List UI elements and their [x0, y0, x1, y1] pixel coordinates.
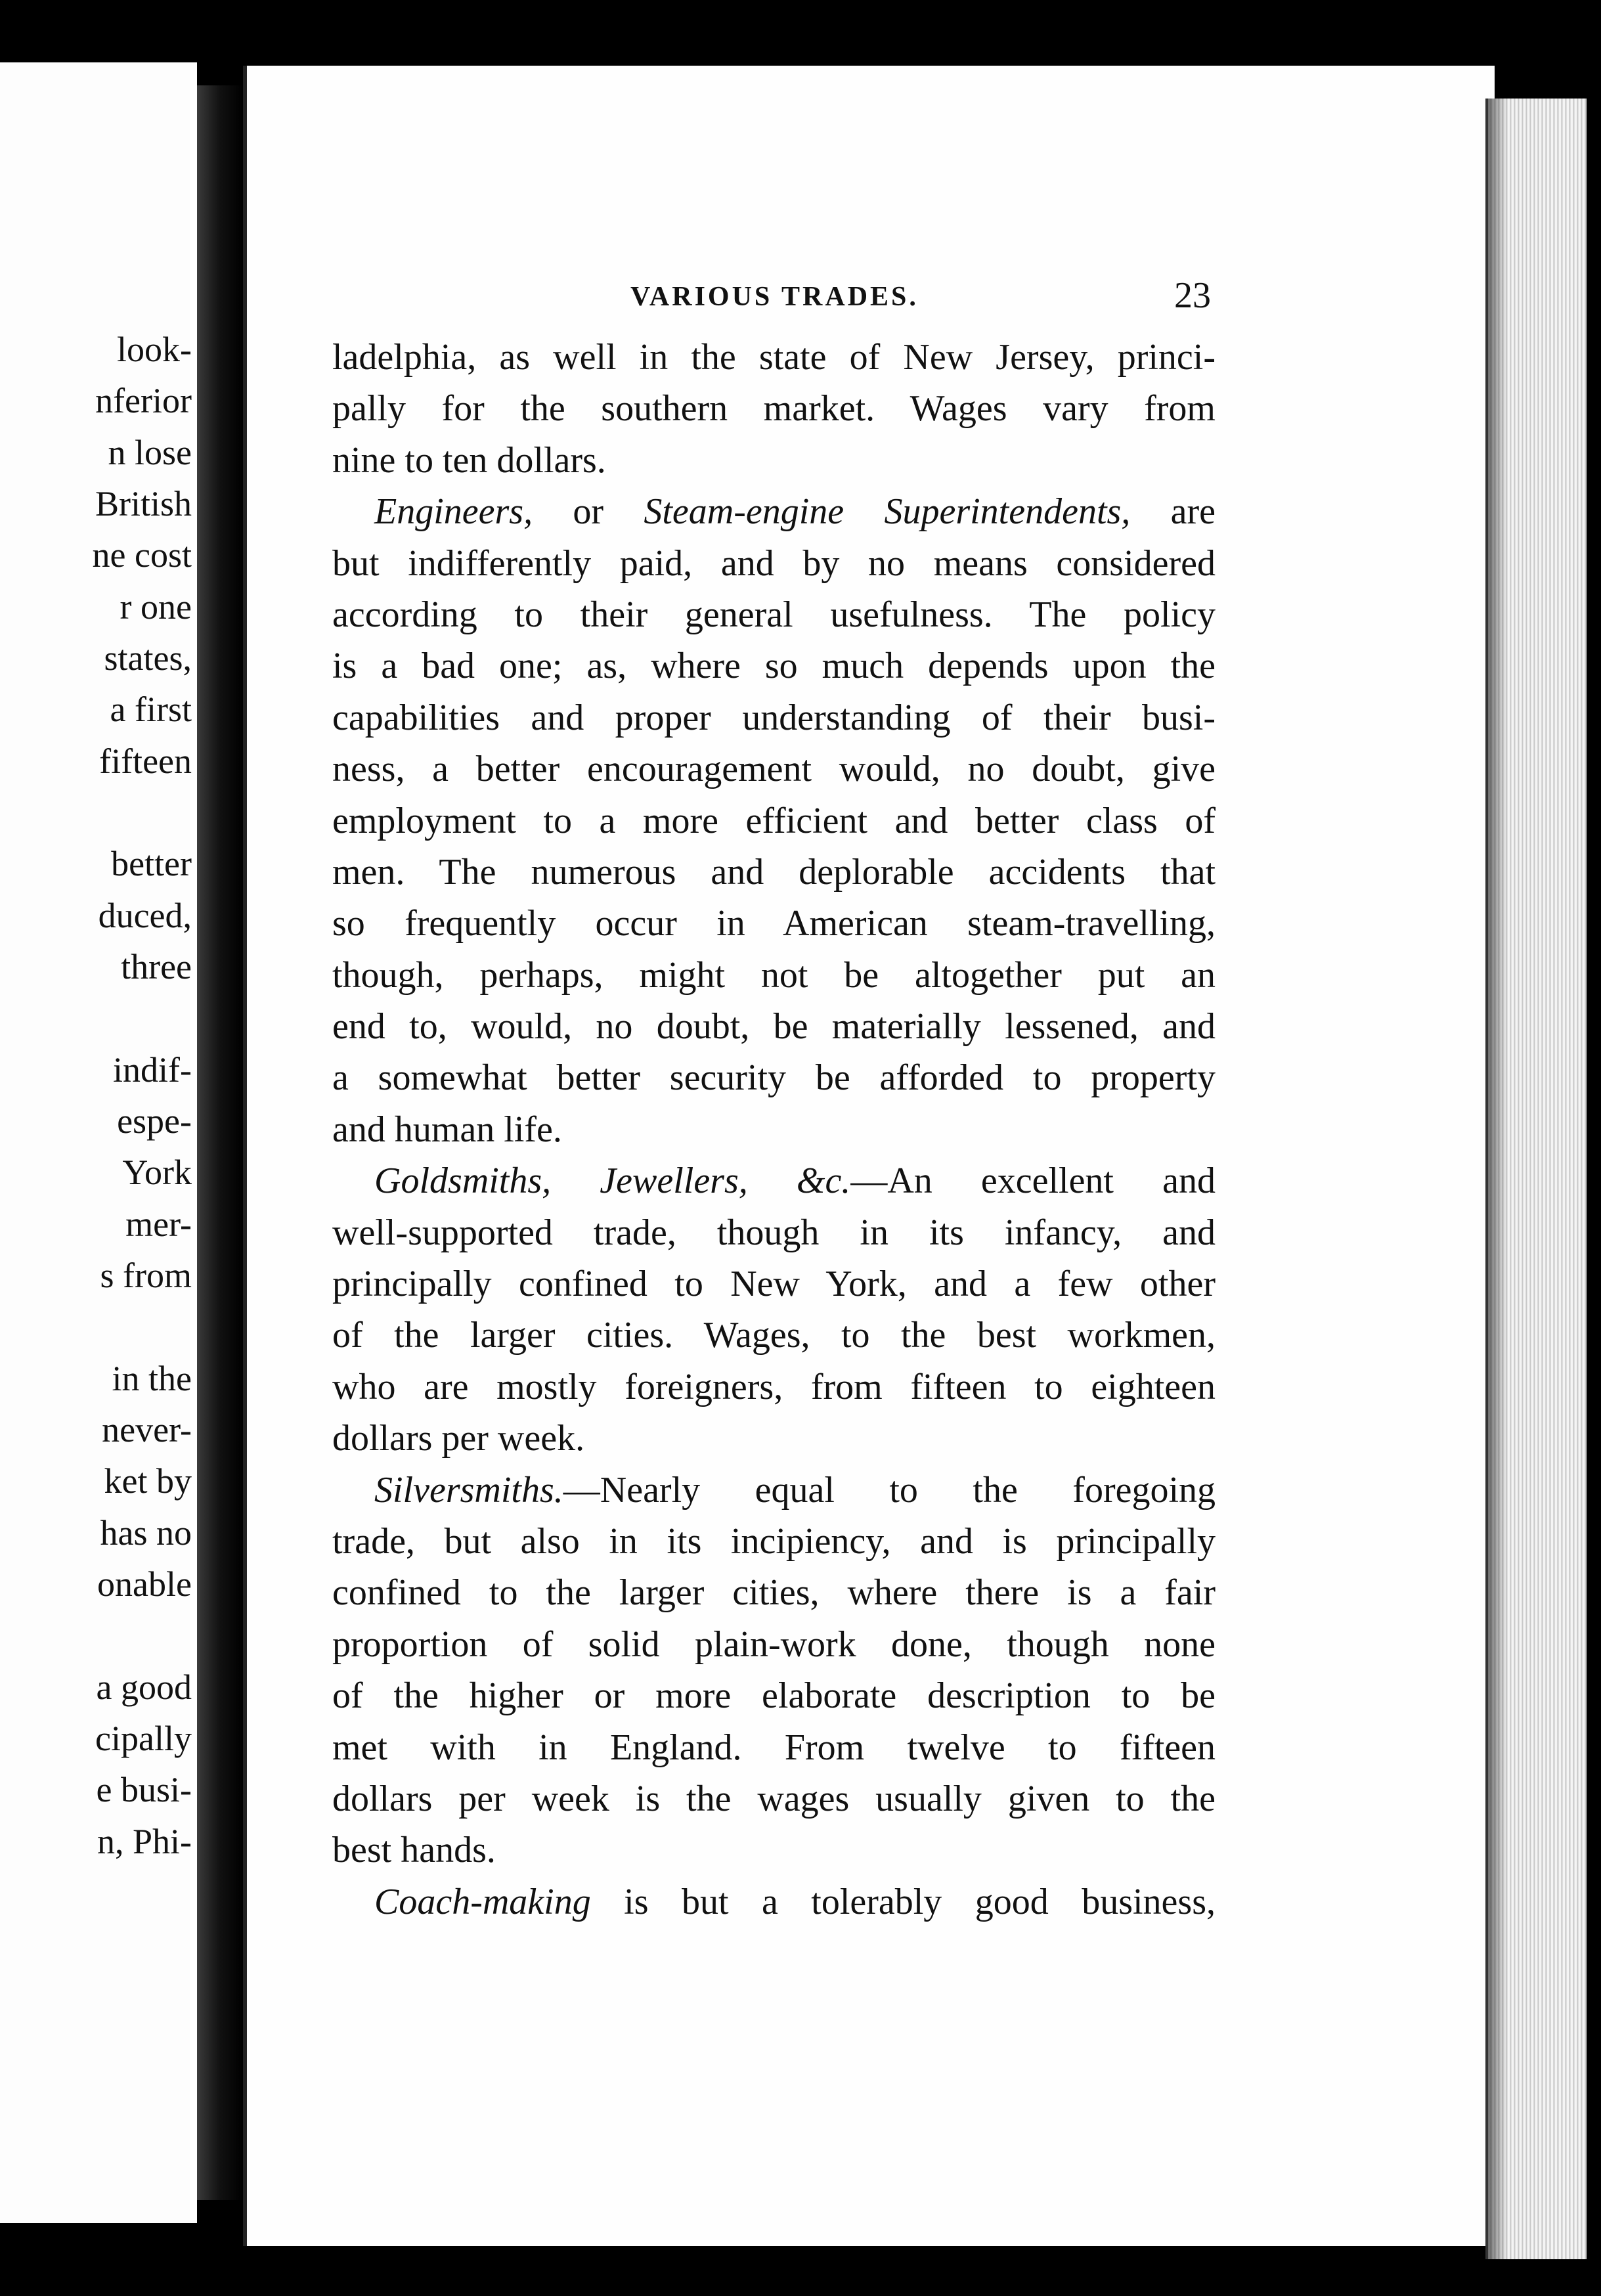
- left-page-line-fragment: never-: [102, 1410, 192, 1449]
- left-facing-page: [0, 62, 197, 2223]
- text-line: end to, would, no doubt, be materially lessened, and: [332, 1006, 1216, 1048]
- text-line: ladelphia, as well in the state of New Jersey, princi-: [332, 337, 1216, 378]
- text-line: nine to ten dollars.: [332, 439, 606, 481]
- book-gutter: [197, 85, 243, 2200]
- left-page-line-fragment: ket by: [104, 1461, 192, 1501]
- text-line: principally confined to New York, and a few other: [332, 1264, 1216, 1305]
- paragraph-start-silversmiths: [332, 1465, 1216, 1516]
- left-page-line-fragment: r one: [120, 587, 192, 627]
- left-page-line-fragment: a good: [96, 1667, 192, 1707]
- text-line: is a bad one; as, where so much depends upon the: [332, 646, 1216, 687]
- running-head: VARIOUS TRADES.: [630, 282, 919, 312]
- left-page-line-fragment: states,: [104, 638, 192, 678]
- italic-term: Silversmiths.: [374, 1469, 563, 1511]
- left-page-line-fragment: York: [122, 1153, 192, 1192]
- text-line: well-supported trade, though in its infancy, and: [332, 1212, 1216, 1253]
- left-page-line-fragment: better: [111, 844, 192, 883]
- text-run: or: [533, 491, 644, 533]
- left-page-line-fragment: in the: [112, 1359, 192, 1398]
- text-line: of the higher or more elaborate description to be: [332, 1675, 1216, 1717]
- text-line: ness, a better encouragement would, no doubt, give: [332, 749, 1216, 790]
- text-line: confined to the larger cities, where there is a fair: [332, 1572, 1216, 1614]
- italic-term: Goldsmiths, Jewellers, &c.: [374, 1160, 851, 1202]
- text-run: —Nearly equal to the foregoing: [563, 1469, 1216, 1511]
- body-text: [332, 332, 1216, 1928]
- left-page-line-fragment: has no: [100, 1513, 192, 1553]
- text-line: of the larger cities. Wages, to the best workmen,: [332, 1315, 1216, 1356]
- left-page-line-fragment: mer-: [125, 1204, 192, 1244]
- left-page-line-fragment: e busi-: [96, 1770, 192, 1809]
- left-page-line-fragment: indif-: [113, 1050, 192, 1090]
- text-line: according to their general usefulness. The policy: [332, 594, 1216, 635]
- text-line: men. The numerous and deplorable accidents that: [332, 851, 1216, 893]
- paragraph-start-goldsmiths: [332, 1155, 1216, 1206]
- text-line: a somewhat better security be afforded to property: [332, 1057, 1216, 1099]
- left-page-line-fragment: n lose: [108, 433, 192, 472]
- left-page-line-fragment: onable: [97, 1564, 192, 1604]
- text-line: met with in England. From twelve to fifteen: [332, 1727, 1216, 1768]
- text-line: pally for the southern market. Wages vary from: [332, 388, 1216, 430]
- text-line: who are mostly foreigners, from fifteen to eighteen: [332, 1366, 1216, 1407]
- left-page-line-fragment: British: [95, 484, 192, 523]
- left-page-line-fragment: three: [121, 947, 192, 986]
- left-page-line-fragment: ne cost: [92, 535, 192, 575]
- text-line: capabilities and proper understanding of their busi-: [332, 697, 1216, 738]
- text-line: dollars per week is the wages usually given to the: [332, 1778, 1216, 1819]
- text-run: are: [1130, 491, 1216, 533]
- text-line: employment to a more efficient and better class of: [332, 800, 1216, 841]
- left-page-line-fragment: duced,: [98, 896, 192, 935]
- text-line: and human life.: [332, 1109, 562, 1150]
- paragraph-start-engineers: [332, 486, 1216, 537]
- left-page-line-fragment: a first: [110, 690, 192, 729]
- italic-term: Coach-making: [374, 1881, 591, 1922]
- page-number: 23: [1174, 275, 1211, 316]
- italic-term: Engineers,: [374, 491, 533, 533]
- text-line: though, perhaps, might not be altogether put an: [332, 954, 1216, 996]
- left-page-line-fragment: espe-: [117, 1101, 192, 1141]
- left-page-line-fragment: n, Phi-: [97, 1822, 192, 1861]
- text-line: trade, but also in its incipiency, and is principally: [332, 1520, 1216, 1562]
- left-page-line-fragment: nferior: [95, 381, 192, 420]
- text-run: is but a tolerably good business,: [590, 1881, 1216, 1922]
- left-page-line-fragment: cipally: [95, 1719, 192, 1758]
- paragraph-start-coach-making: [332, 1876, 1216, 1928]
- text-run: —An excellent and: [850, 1160, 1216, 1202]
- text-line: but indifferently paid, and by no means considered: [332, 542, 1216, 584]
- left-page-line-fragment: look-: [117, 330, 192, 369]
- left-page-line-fragment: s from: [100, 1256, 192, 1295]
- page-edges: [1485, 99, 1587, 2259]
- text-line: dollars per week.: [332, 1418, 585, 1459]
- text-line: so frequently occur in American steam-travelling,: [332, 903, 1216, 944]
- left-page-line-fragment: fifteen: [99, 741, 192, 781]
- text-line: proportion of solid plain-work done, though none: [332, 1623, 1216, 1665]
- italic-term: Steam-engine Superintendents,: [644, 491, 1131, 533]
- text-line: best hands.: [332, 1830, 496, 1871]
